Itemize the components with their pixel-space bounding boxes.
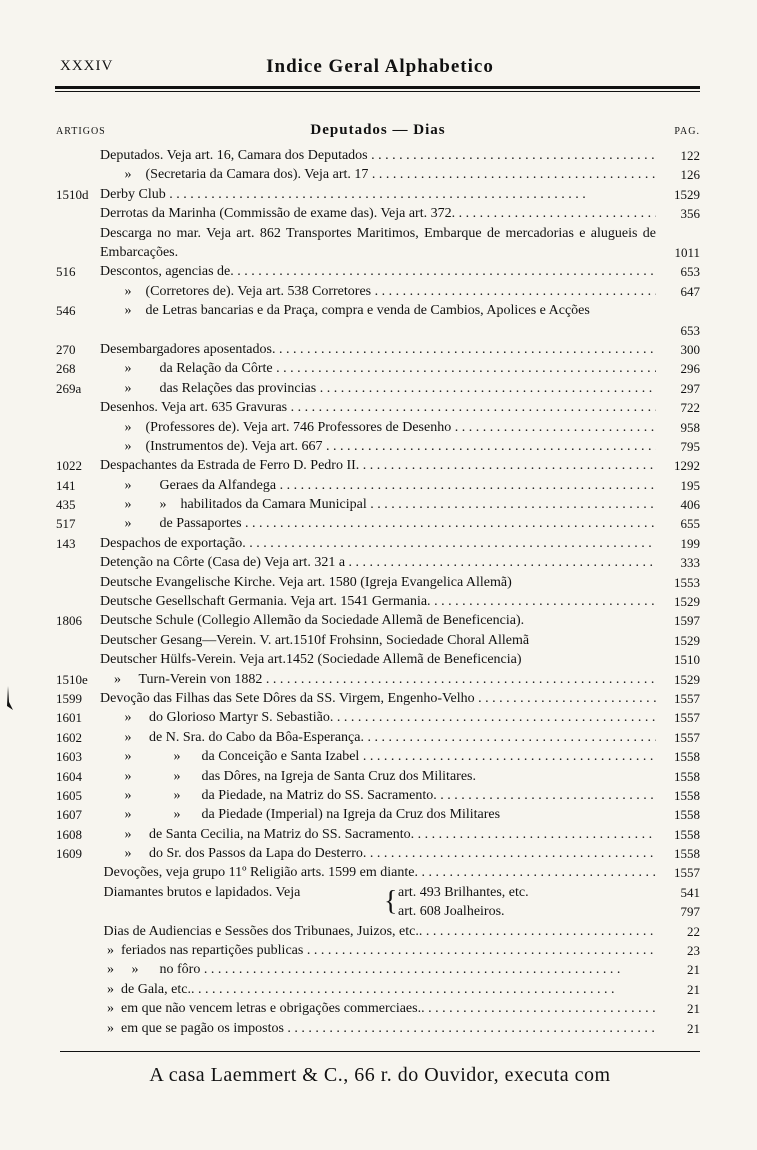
entry-text: » do Glorioso Martyr S. Sebastião. . . . [100,708,656,727]
index-entry [56,204,700,223]
entry-text: » de Santa Cecilia, na Matriz do SS. Sacramento. . . . [100,825,656,844]
entry-page: 1597 [674,613,700,629]
entry-article: 268 [56,361,76,377]
entry-page: 1558 [674,768,700,784]
index-entry [56,611,700,630]
index-entry [56,960,700,979]
index-entry [56,437,700,456]
entry-page: 356 [680,206,700,222]
entry-page: 297 [680,380,700,396]
entry-text: Deutsche Gesellschaft Germania. Veja art. 1541 Germania. . . . [100,592,656,611]
entry-text: » das Relações das provincias . . . [100,379,656,398]
index-entry [56,786,700,805]
entry-page: 296 [680,361,700,377]
entry-article: 435 [56,497,76,513]
index-entry [56,185,700,204]
index-entry [56,282,700,301]
index-entry [56,747,700,766]
entry-text: » » habilitados da Camara Municipal . . . [100,495,656,514]
index-entry [56,418,700,437]
entry-page: 300 [680,341,700,357]
entry-page: 958 [680,419,700,435]
page-header [60,56,700,80]
entry-text: Dias de Audiencias e Sessões dos Tribunaes, Juizos, etc.. . . . [100,922,656,941]
index-entry [56,941,700,960]
entry-page: 22 [687,923,700,939]
column-heads [56,122,700,142]
entry-article: 1608 [56,826,82,842]
entry-page: 1553 [674,574,700,590]
index-entry [56,398,700,417]
index-entry [56,553,700,572]
entry-text: » de Letras bancarias e da Praça, compra e venda de Cambios, Apolices e Acções [100,303,590,319]
entry-text: » de N. Sra. do Cabo da Bôa-Esperança. . . . [100,728,656,747]
entry-page: 21 [687,981,700,997]
bracket-lead: Diamantes brutos e lapidados. Veja [100,884,301,900]
entry-page: 1011 [674,244,700,260]
entry-text: Despachos de exportação. . . . [100,534,656,553]
index-entry [56,573,700,592]
index-entry [56,379,700,398]
entry-page: 406 [680,497,700,513]
entry-text: » feriados nas repartições publicas . . . [100,941,656,960]
entry-page: 1558 [674,826,700,842]
index-entry [56,495,700,514]
entry-page: 1510 [674,652,700,668]
entry-article: 1605 [56,787,82,803]
entry-page: 1292 [674,458,700,474]
index-entry [56,456,700,475]
entry-text: » Turn-Verein von 1882 . . . [100,670,656,689]
entry-text: » » no fôro . . . [100,960,656,979]
entry-article: 1599 [56,690,82,706]
entry-text: » (Professores de). Veja art. 746 Professores de Desenho . . . [100,418,656,437]
index-entry [56,146,700,165]
entry-article: 1604 [56,768,82,784]
entry-text: Derby Club . . . [100,185,656,204]
index-entry [56,165,700,184]
column-head-artigos: ARTIGOS [56,126,106,137]
entry-text: Devoções, veja grupo 11º Religião arts. 1599 em diante. . . . [100,863,656,882]
entry-article: 141 [56,477,76,493]
index-entry [56,670,700,689]
index-entry [56,262,700,281]
entry-page: 647 [680,283,700,299]
entry-text: » de Passaportes . . . [100,514,656,533]
entry-text: » » da Piedade (Imperial) na Igreja da Cruz dos Militares [100,807,501,823]
index-entry [56,708,700,727]
entry-text: Deutscher Hülfs-Verein. Veja art.1452 (Sociedade Allemã de Beneficencia) [100,652,522,668]
entry-text: Despachantes da Estrada de Ferro D. Pedro II. . . . [100,456,656,475]
entry-text: Descarga no mar. Veja art. 862 Transportes Maritimos, Embarque de mercadorias e alugueis de Embarcações. [100,225,656,260]
entry-text: » (Corretores de). Veja art. 538 Corretores . . . [100,282,656,301]
entry-page: 21 [687,962,700,978]
entry-article: 1806 [56,613,82,629]
entry-page: 1557 [674,690,700,706]
index-entry [56,301,700,340]
entry-text: » em que se pagão os impostos . . . [100,1019,656,1038]
index-entry [56,689,700,708]
entry-page: 21 [687,1001,700,1017]
index-entry [56,844,700,863]
entry-page: 655 [680,516,700,532]
entry-article: 1510d [56,186,89,202]
margin-mark-icon [6,686,14,710]
entry-text: » » da Conceição e Santa Izabel . . . [100,747,656,766]
entry-article: 1022 [56,458,82,474]
entry-article: 143 [56,535,76,551]
index-entry [56,980,700,999]
entry-text: » (Secretaria da Camara dos). Veja art. 17 . . . [100,165,656,184]
entry-text: Detenção na Côrte (Casa de) Veja art. 321 a . . . [100,553,656,572]
running-title: Indice Geral Alphabetico [266,56,494,77]
entry-page: 333 [680,555,700,571]
index-entry [56,805,700,824]
entry-page: 199 [680,535,700,551]
entry-text: Desembargadores aposentados. . . . [100,340,656,359]
entry-page: 1557 [674,865,700,881]
curly-brace-icon: { [384,885,398,917]
index-entry [56,825,700,844]
entry-text: » » das Dôres, na Igreja de Santa Cruz dos Militares. [100,768,476,784]
entry-page: 122 [680,148,700,163]
index-entry [56,340,700,359]
footer-advertisement: A casa Laemmert & C., 66 r. do Ouvidor, executa com [149,1064,611,1086]
entry-article: 1602 [56,729,82,745]
entry-text: » » da Piedade, na Matriz do SS. Sacramento. . . . [100,786,656,805]
entry-page: 1529 [674,632,700,648]
entry-page: 1558 [674,787,700,803]
entry-page: 1557 [674,710,700,726]
index-entry [56,359,700,378]
entry-page: 195 [680,477,700,493]
entry-page: 23 [687,943,700,959]
entry-text: » do Sr. dos Passos da Lapa do Desterro. . . . [100,844,656,863]
entry-text: Deutscher Gesang—Verein. V. art.1510f Frohsinn, Sociedade Choral Allemã [100,632,530,648]
footer-rule [60,1051,700,1052]
entry-text: » em que não vencem letras e obrigações commerciaes.. . . . [100,999,656,1018]
header-rule-thick [55,86,700,89]
index-entry [56,476,700,495]
index-entry [56,767,700,786]
index-entries [56,146,700,1038]
entry-text: Devoção das Filhas das Sete Dôres da SS. Virgem, Engenho-Velho . . . [100,689,656,708]
bracket-sub-2: art. 608 Joalheiros. [398,904,505,920]
entry-text: Deputados. Veja art. 16, Camara dos Deputados . . . [100,146,656,165]
entry-article: 516 [56,264,76,280]
entry-text: Desenhos. Veja art. 635 Gravuras . . . [100,398,656,417]
entry-text: » de Gala, etc.. . . . [100,980,656,999]
entry-page: 1529 [674,186,700,202]
entry-page: 795 [680,438,700,454]
entry-page: 722 [680,400,700,416]
index-entry [56,534,700,553]
index-entry [56,1019,700,1038]
bracket-page-2: 797 [680,904,700,920]
column-head-pag: PAG. [674,126,700,137]
entry-page: 1529 [674,594,700,610]
index-entry [56,514,700,533]
entry-article: 1607 [56,807,82,823]
bracket-sub-1: art. 493 Brilhantes, etc. [398,884,529,900]
entry-page: 1558 [674,749,700,765]
entry-text: » Geraes da Alfandega . . . [100,476,656,495]
entry-article: 1601 [56,710,82,726]
page-number: XXXIV [60,58,114,74]
entry-page: 21 [687,1020,700,1036]
bracket-page-1: 541 [680,884,700,900]
header-rule-thin [55,91,700,92]
entry-page: 653 [680,264,700,280]
index-entry [56,224,700,263]
entry-text: Deutsche Evangelische Kirche. Veja art. 1580 (Igreja Evangelica Allemã) [100,574,512,590]
entry-page: 1558 [674,846,700,862]
entry-article: 546 [56,303,76,319]
index-entry [56,728,700,747]
entry-page: 1558 [674,807,700,823]
index-entry [56,650,700,669]
entry-article: 517 [56,516,76,532]
entry-article: 1603 [56,749,82,765]
bracket-entry [56,883,700,922]
entry-article: 1609 [56,846,82,862]
index-entry [56,863,700,882]
entry-page: 653 [680,322,700,338]
index-entry [56,922,700,941]
index-entry [56,592,700,611]
entry-text: Derrotas da Marinha (Commissão de exame das). Veja art. 372. . . . [100,204,656,223]
entry-text: » (Instrumentos de). Veja art. 667 . . . [100,437,656,456]
entry-page: 126 [680,167,700,183]
section-title: Deputados — Dias [310,122,446,138]
entry-page: 1529 [674,671,700,687]
entry-article: 270 [56,341,76,357]
entry-text: » da Relação da Côrte . . . [100,359,656,378]
index-entry [56,999,700,1018]
entry-article: 1510e [56,671,88,687]
index-entry [56,631,700,650]
entry-article: 269a [56,380,82,396]
entry-text: Deutsche Schule (Collegio Allemão da Sociedade Allemã de Beneficencia). [100,613,525,629]
entry-page: 1557 [674,729,700,745]
entry-text: Descontos, agencias de. . . . [100,262,656,281]
